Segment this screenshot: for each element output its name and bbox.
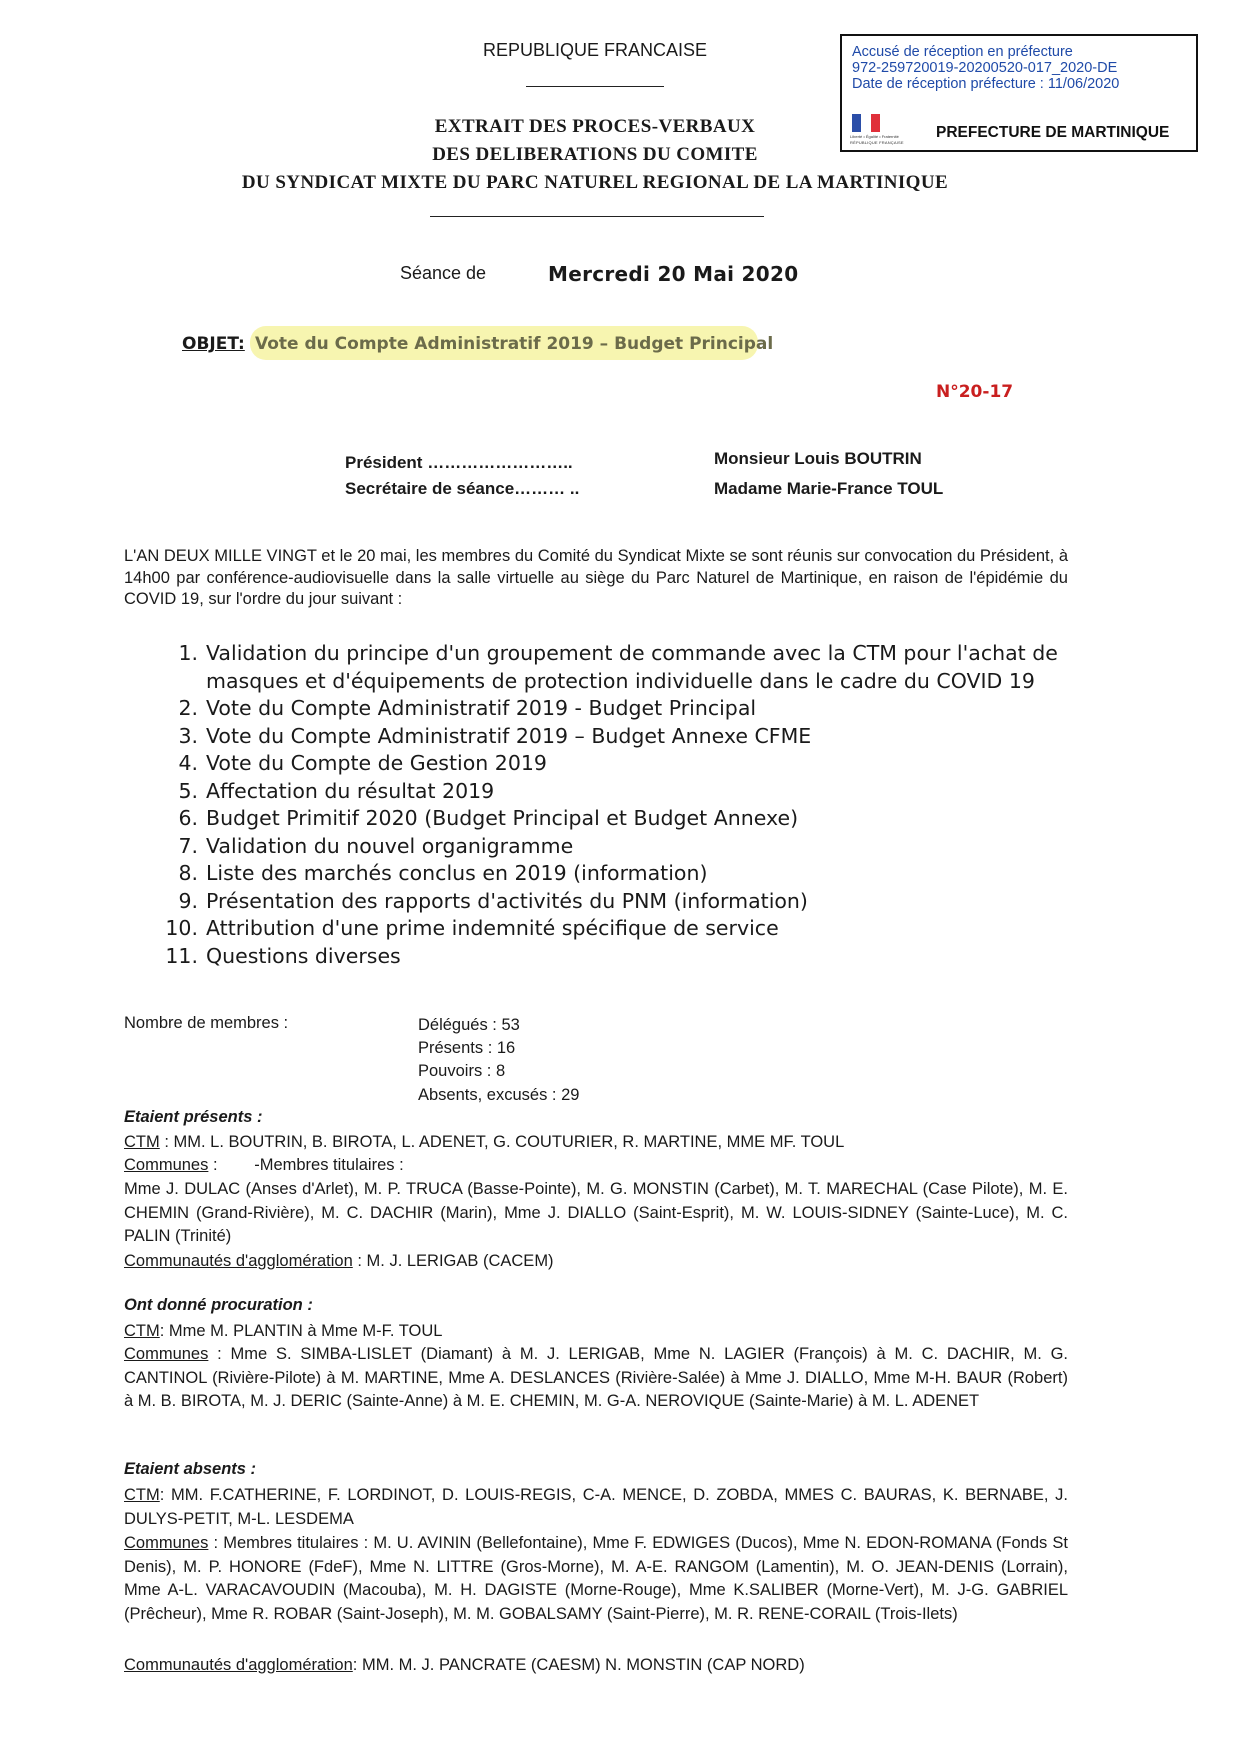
- list-item: [146, 640, 1076, 695]
- header-title-line-3: DU SYNDICAT MIXTE DU PARC NATUREL REGIONAL DE LA MARTINIQUE: [241, 172, 949, 193]
- absents-ctm: CTM: MM. F.CATHERINE, F. LORDINOT, D. LOUIS-REGIS, C-A. MENCE, D. ZOBDA, MMES C. BAURAS, K. BERNABE, J. DULYS-PETIT, M-L. LESDEMA: [124, 1486, 1068, 1528]
- item-number: 4.: [178, 751, 198, 775]
- list-item: [146, 695, 1076, 723]
- item-number: 9.: [178, 888, 198, 913]
- list-item: [146, 833, 1076, 861]
- item-text: Validation du principe d'un groupement de commande avec la CTM pour l'achat de masques et d'équipements de protection individuelle dans le cadre du COVID 19: [206, 641, 1058, 693]
- stamp-line-2: 972-259720019-20200520-017_2020-DE: [852, 60, 1118, 76]
- members-delegues: Délégués : 53: [418, 1016, 520, 1034]
- item-number: 1.: [178, 641, 198, 665]
- header-title-line-2: DES DELIBERATIONS DU COMITE: [432, 144, 758, 165]
- members-absents: Absents, excusés : 29: [418, 1086, 580, 1104]
- objet-label: OBJET:: [182, 334, 245, 354]
- item-number: 5.: [178, 778, 198, 803]
- header-title-line-1: EXTRAIT DES PROCES-VERBAUX: [434, 116, 756, 137]
- absents-agglomeration: Communautés d'agglomération: MM. M. J. PANCRATE (CAESM) N. MONSTIN (CAP NORD): [124, 1656, 805, 1674]
- item-number: 7.: [178, 833, 198, 858]
- procuration-title: Ont donné procuration :: [124, 1296, 313, 1314]
- president-name: Monsieur Louis BOUTRIN: [714, 449, 922, 468]
- intro-paragraph: L'AN DEUX MILLE VINGT et le 20 mai, les membres du Comité du Syndicat Mixte se sont réunis sur convocation du Président, à 14h00 par conférence-audiovisuelle dans la salle virtuelle au siège du Parc Naturel de Martinique, en raison de l'épidémie du COVID 19, sur l'ordre du jour suivant :: [124, 547, 1068, 608]
- item-text: Questions diverses: [206, 943, 401, 968]
- item-number: 8.: [178, 861, 198, 885]
- members-pouvoirs: Pouvoirs : 8: [418, 1062, 506, 1080]
- seance-date: Mercredi 20 Mai 2020: [548, 262, 799, 286]
- members-presents: Présents : 16: [418, 1039, 516, 1057]
- objet-text: Vote du Compte Administratif 2019 – Budget Principal: [255, 334, 774, 354]
- header-divider-2: [430, 216, 764, 217]
- item-text: Vote du Compte Administratif 2019 - Budget Principal: [206, 696, 757, 720]
- list-item: [146, 805, 1076, 833]
- deliberation-number: N°20-17: [936, 382, 1014, 402]
- list-item: [146, 778, 1076, 806]
- list-item: [146, 888, 1076, 916]
- stamp-line-3: Date de réception préfecture : 11/06/2020: [852, 76, 1120, 92]
- presents-title: Etaient présents :: [124, 1108, 263, 1126]
- item-number: 6.: [178, 806, 198, 830]
- seance-label: Séance de: [400, 263, 487, 283]
- members-label: Nombre de membres :: [124, 1014, 289, 1032]
- item-number: 10.: [165, 916, 198, 940]
- item-number: 3.: [178, 723, 198, 748]
- item-number: 2.: [178, 696, 198, 720]
- procuration-communes: Communes : Mme S. SIMBA-LISLET (Diamant) à M. J. LERIGAB, Mme N. LAGIER (François) à M. C. DACHIR, M. G. CANTINOL (Rivière-Pilote) à M. MARTINE, Mme A. DESLANCES (Rivière-Salée) à Mme J. DIALLO, Mme M-H. BAUR (Robert) à M. B. BIROTA, M. J. DERIC (Sainte-Anne) à M. E. CHEMIN, M. G-A. NEROVIQUE (Sainte-Marie) à M. L. ADENET: [124, 1345, 1068, 1410]
- stamp-prefecture: PREFECTURE DE MARTINIQUE: [936, 124, 1170, 141]
- agenda-list: [146, 640, 1076, 970]
- header-divider-1: [526, 86, 664, 87]
- item-number: 11.: [165, 943, 198, 968]
- item-text: Validation du nouvel organigramme: [206, 833, 574, 858]
- stamp-line-1: Accusé de réception en préfecture: [852, 44, 1073, 60]
- item-text: Attribution d'une prime indemnité spécifique de service: [206, 916, 779, 940]
- absents-title: Etaient absents :: [124, 1460, 257, 1478]
- republic-heading: REPUBLIQUE FRANCAISE: [482, 40, 708, 60]
- presents-communes: Mme J. DULAC (Anses d'Arlet), M. P. TRUCA (Basse-Pointe), M. G. MONSTIN (Carbet), M. T. MARECHAL (Case Pilote), M. E. CHEMIN (Grand-Rivière), M. C. DACHIR (Marin), Mme J. DIALLO (Saint-Esprit), M. W. LOUIS-SIDNEY (Sainte-Luce), M. C. PALIN (Trinité): [124, 1180, 1068, 1245]
- item-text: Affectation du résultat 2019: [206, 778, 495, 803]
- logo-motto: Liberté • Égalité • Fraternité: [850, 134, 899, 139]
- reception-stamp: [840, 34, 1198, 152]
- absents-communes: Communes : Membres titulaires : M. U. AVININ (Bellefontaine), Mme F. EDWIGES (Ducos), Mme N. EDON-ROMANA (Fonds St Denis), M. P. HONORE (FdeF), Mme N. LITTRE (Gros-Morne), M. A-E. RANGOM (Lamentin), M. O. JEAN-DENIS (Lorrain), Mme A-L. VARACAVOUDIN (Macouba), M. H. DAGISTE (Morne-Rouge), Mme K.SALIBER (Morne-Vert), M. J-G. GABRIEL (Prêcheur), Mme R. ROBAR (Saint-Joseph), M. M. GOBALSAMY (Saint-Pierre), M. R. RENE-CORAIL (Trois-Ilets): [124, 1534, 1068, 1623]
- presents-communes-heading: Communes : -Membres titulaires :: [124, 1156, 404, 1174]
- secretary-name: Madame Marie-France TOUL: [714, 479, 944, 498]
- list-item: [146, 915, 1076, 943]
- list-item: [146, 860, 1076, 888]
- item-text: Vote du Compte de Gestion 2019: [206, 751, 547, 775]
- item-text: Budget Primitif 2020 (Budget Principal et Budget Annexe): [206, 806, 799, 830]
- procuration-ctm: CTM: Mme M. PLANTIN à Mme M-F. TOUL: [124, 1322, 443, 1340]
- presents-agglomeration: Communautés d'agglomération : M. J. LERIGAB (CACEM): [124, 1252, 554, 1270]
- logo-caption: RÉPUBLIQUE FRANÇAISE: [850, 140, 904, 145]
- list-item: [146, 943, 1076, 971]
- list-item: [146, 750, 1076, 778]
- item-text: Présentation des rapports d'activités du PNM (information): [206, 888, 808, 913]
- list-item: [146, 723, 1076, 751]
- president-label: Président ……………………..: [345, 453, 573, 472]
- item-text: Liste des marchés conclus en 2019 (information): [206, 861, 708, 885]
- secretary-label: Secrétaire de séance……… ..: [345, 479, 580, 498]
- item-text: Vote du Compte Administratif 2019 – Budget Annexe CFME: [206, 723, 812, 748]
- presents-ctm: CTM : MM. L. BOUTRIN, B. BIROTA, L. ADENET, G. COUTURIER, R. MARTINE, MME MF. TOUL: [124, 1133, 845, 1151]
